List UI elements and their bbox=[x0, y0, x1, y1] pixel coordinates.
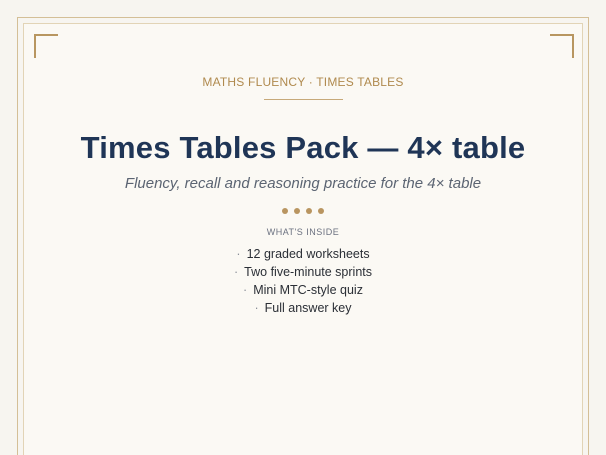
list-item-label: Mini MTC-style quiz bbox=[253, 283, 363, 297]
corner-ornament-top-left bbox=[34, 34, 58, 58]
eyebrow-divider bbox=[264, 99, 343, 100]
contents-list bbox=[0, 245, 606, 317]
divider-dot bbox=[282, 208, 288, 214]
list-item-label: Full answer key bbox=[264, 301, 352, 315]
bullet-icon: · bbox=[236, 247, 241, 261]
bullet-icon: · bbox=[254, 301, 259, 315]
bullet-icon: · bbox=[243, 283, 248, 297]
bullet-icon: · bbox=[234, 265, 239, 279]
list-item bbox=[0, 245, 606, 263]
contents-heading: WHAT'S INSIDE bbox=[266, 227, 340, 237]
list-item bbox=[0, 299, 606, 317]
corner-ornament-top-right bbox=[550, 34, 574, 58]
page-subtitle: Fluency, recall and reasoning practice for the 4× table bbox=[124, 175, 482, 192]
dot-divider bbox=[0, 201, 606, 211]
divider-dot bbox=[318, 208, 324, 214]
list-item bbox=[0, 281, 606, 299]
divider-dot bbox=[306, 208, 312, 214]
page-title: Times Tables Pack — 4× table bbox=[80, 130, 526, 165]
list-item-label: Two five-minute sprints bbox=[244, 265, 372, 279]
eyebrow-label: MATHS FLUENCY · TIMES TABLES bbox=[202, 75, 404, 89]
list-item bbox=[0, 263, 606, 281]
list-item-label: 12 graded worksheets bbox=[246, 247, 370, 261]
divider-dot bbox=[294, 208, 300, 214]
